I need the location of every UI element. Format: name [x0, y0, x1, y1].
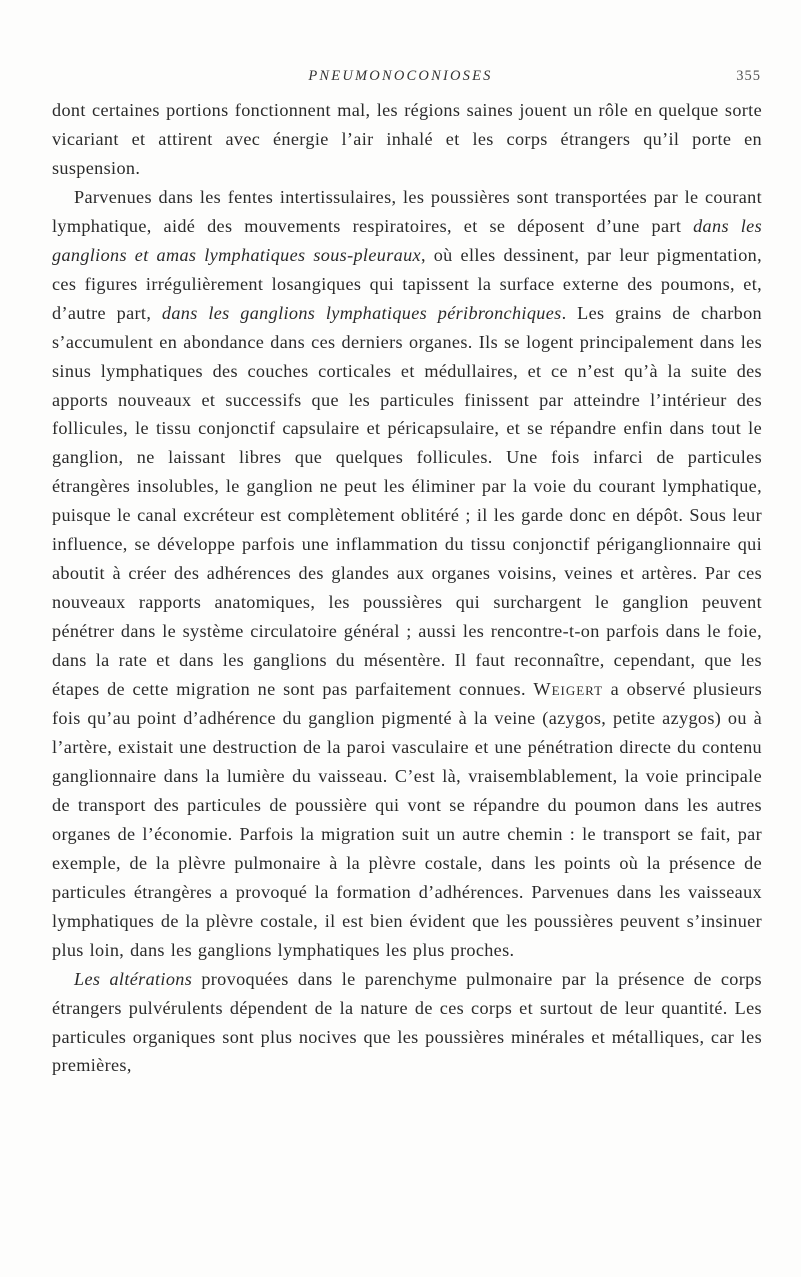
body-text — [52, 96, 762, 1080]
paragraph-2 — [52, 183, 762, 965]
page-number: 355 — [736, 68, 761, 84]
text-segment: , où elles dessinent, par leur pigmentation, ces figures irrégulièrement losangiques qui tapissent la surface externe des poumons, et, d’autre part, — [52, 244, 762, 323]
text-segment: Parvenues dans les fentes intertissulaires, les poussières sont transportées par le courant lymphatique, aidé des mouvements respiratoires, et se déposent d’une part — [52, 186, 762, 236]
paragraph-3 — [52, 965, 762, 1081]
paragraph-1 — [52, 96, 762, 183]
italic-term-alterations: Les altérations — [74, 968, 193, 989]
text-segment: provoquées dans le parenchyme pulmonaire par la présence de corps étrangers pulvérulents dépendent de la nature de ces corps et surtout de leur quantité. Les particules organiques sont plus nocives que les poussières minérales et métalliques, car les premières, — [52, 968, 762, 1076]
text-segment: dont certaines portions fonctionnent mal, les régions saines jouent un rôle en quelque sorte vicariant et attirent avec énergie l’air inhalé et les corps étrangers qu’il porte en suspension. — [52, 100, 762, 178]
running-title: PNEUMONOCONIOSES — [308, 68, 493, 84]
author-name-weigert: Weigert — [533, 679, 604, 700]
italic-term-peribronchial: dans les ganglions lymphatiques péribronchiques — [161, 302, 562, 323]
running-header — [0, 64, 801, 88]
text-segment: a observé plusieurs fois qu’au point d’adhérence du ganglion pigmenté à la veine (azygos, petite azygos) ou à l’artère, existait une destruction de la paroi vasculaire et une pénétration directe du contenu ganglionnaire dans la lumière du vaisseau. C’est là, vraisemblablement, la voie principale de transport des particules de poussière qui vont se répandre du poumon dans les autres organes de l’économie. Parfois la migration suit un autre chemin : le transport se fait, par exemple, de la plèvre pulmonaire à la plèvre costale, dans les points où la présence de particules étrangères a provoqué la formation d’adhérences. Parvenues dans les vaisseaux lymphatiques de la plèvre costale, il est bien évident que les poussières peuvent s’insinuer plus loin, dans les ganglions lymphatiques les plus proches. — [52, 679, 763, 960]
italic-term-subpleural: dans les ganglions et amas lymphatiques sous-pleuraux — [52, 215, 762, 265]
text-segment: . Les grains de charbon s’accumulent en abondance dans ces derniers organes. Ils se logent principalement dans les sinus lymphatiques des couches corticales et médullaires, et ce n’est qu’à la suite des apports nouveaux et successifs que les particules finissent par atteindre l’intérieur des follicules, le tissu conjonctif capsulaire et péricapsulaire, et se répandre enfin dans tout le ganglion, ne laissant libres que quelques follicules. Une fois infarci de particules étrangères insolubles, le ganglion ne peut les éliminer par la voie du courant lymphatique, puisque le canal excréteur est complètement oblitéré ; il les garde donc en dépôt. Sous leur influence, se développe parfois une inflammation du tissu conjonctif périganglionnaire qui aboutit à créer des adhérences des glandes aux organes voisins, veines et artères. Par ces nouveaux rapports anatomiques, les poussières qui surchargent le ganglion peuvent pénétrer dans le système circulatoire général ; aussi les rencontre-t-on parfois dans le foie, dans la rate et dans les ganglions du mésentère. Il faut reconnaître, cependant, que les étapes de cette migration ne sont pas parfaitement connues. — [52, 302, 762, 700]
